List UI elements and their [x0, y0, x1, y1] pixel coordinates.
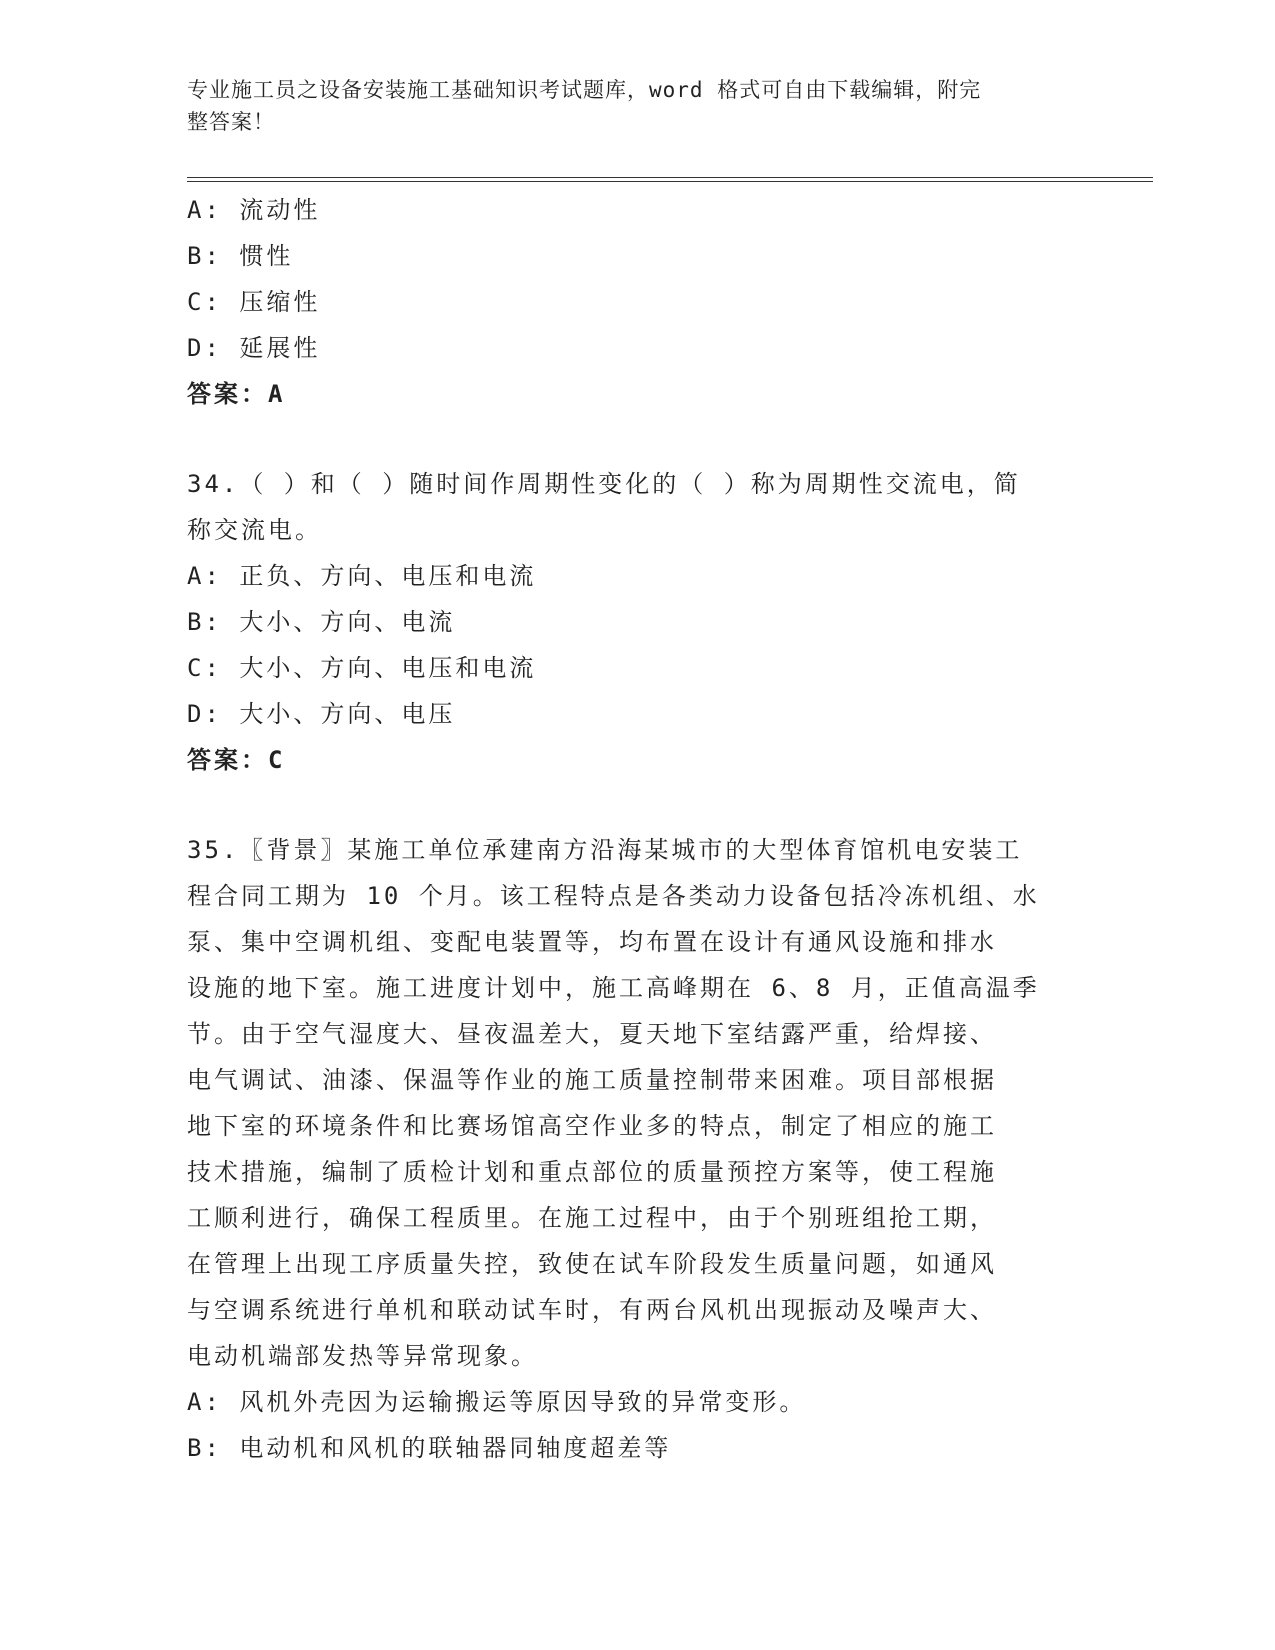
header-divider-top: [187, 177, 1153, 178]
option-a: A: 正负、方向、电压和电流: [187, 562, 537, 590]
question-stem-line: 程合同工期为 10 个月。该工程特点是各类动力设备包括冷冻机组、水: [187, 882, 1040, 910]
option-b: B: 惯性: [187, 242, 294, 270]
question-35: [187, 827, 1087, 1471]
option-d: D: 大小、方向、电压: [187, 700, 456, 728]
question-stem-line: 设施的地下室。施工进度计划中，施工高峰期在 6、8 月，正值高温季: [187, 974, 1040, 1002]
option-b: B: 电动机和风机的联轴器同轴度超差等: [187, 1434, 672, 1462]
question-gap: [187, 783, 1087, 827]
header-line-1: 专业施工员之设备安装施工基础知识考试题库，word 格式可自由下载编辑，附完: [187, 78, 982, 102]
question-stem-line: 电动机端部发热等异常现象。: [187, 1342, 538, 1370]
question-stem-line: 地下室的环境条件和比赛场馆高空作业多的特点，制定了相应的施工: [187, 1112, 997, 1140]
question-stem-line: 电气调试、油漆、保温等作业的施工质量控制带来困难。项目部根据: [187, 1066, 997, 1094]
answer: 答案：A: [187, 380, 286, 408]
question-stem-line: 在管理上出现工序质量失控，致使在试车阶段发生质量问题，如通风: [187, 1250, 997, 1278]
question-stem-line: 34.（ ）和（ ）随时间作周期性变化的（ ）称为周期性交流电，简: [187, 470, 1021, 498]
question-content: [187, 187, 1087, 1471]
question-34: [187, 461, 1087, 783]
option-c: C: 压缩性: [187, 288, 321, 316]
question-stem-line: 泵、集中空调机组、变配电装置等，均布置在设计有通风设施和排水: [187, 928, 997, 956]
question-stem-line: 节。由于空气湿度大、昼夜温差大，夏天地下室结露严重，给焊接、: [187, 1020, 997, 1048]
question-stem-line: 技术措施，编制了质检计划和重点部位的质量预控方案等，使工程施: [187, 1158, 997, 1186]
option-a: A: 风机外壳因为运输搬运等原因导致的异常变形。: [187, 1388, 807, 1416]
answer: 答案：C: [187, 746, 286, 774]
question-stem-line: 工顺利进行，确保工程质里。在施工过程中，由于个别班组抢工期，: [187, 1204, 997, 1232]
option-a: A: 流动性: [187, 196, 321, 224]
question-33: [187, 187, 1087, 417]
question-stem-line: 35.〖背景〗某施工单位承建南方沿海某城市的大型体育馆机电安装工: [187, 836, 1023, 864]
document-header: [187, 74, 1087, 138]
question-gap: [187, 417, 1087, 461]
option-b: B: 大小、方向、电流: [187, 608, 456, 636]
option-c: C: 大小、方向、电压和电流: [187, 654, 537, 682]
header-divider-bottom: [187, 181, 1153, 182]
option-d: D: 延展性: [187, 334, 321, 362]
question-stem-line: 与空调系统进行单机和联动试车时，有两台风机出现振动及噪声大、: [187, 1296, 997, 1324]
question-stem-line: 称交流电。: [187, 516, 322, 544]
header-line-2: 整答案！: [187, 110, 275, 134]
